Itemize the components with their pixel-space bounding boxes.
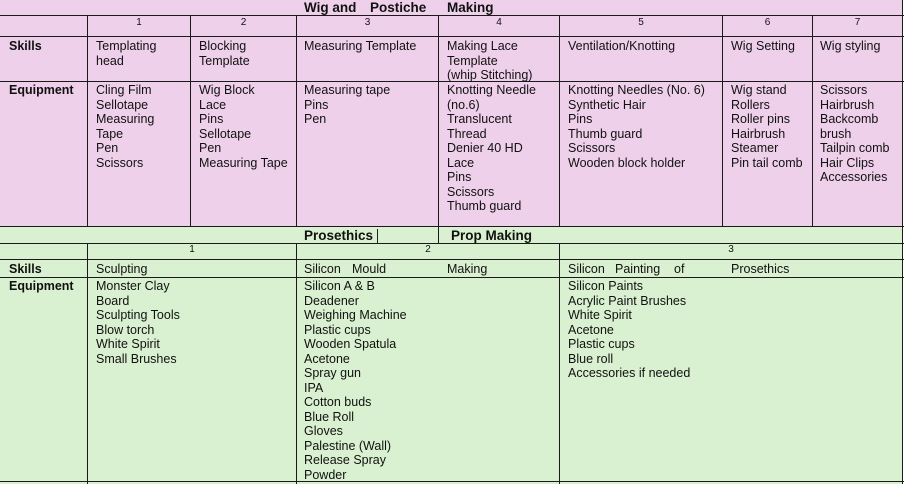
grid-line [722,15,723,226]
skill-word: Painting [615,262,661,276]
skill-cell: Wig styling [820,39,881,53]
skill-cell: Wig Setting [731,39,795,53]
grid-line [0,226,904,227]
grid-line [87,15,88,226]
skill-cell: Templating head [96,39,157,68]
skill-word: of [674,262,685,276]
text-cursor [377,229,378,243]
column-number: 1 [189,244,195,255]
equipment-cell: Measuring tape Pins Pen [304,83,391,126]
skill-word: Mould [352,262,387,276]
column-number: 1 [136,17,142,28]
wig-title-word: Postiche [370,0,427,15]
grid-line [190,15,191,226]
skill-cell: Ventilation/Knotting [568,39,676,53]
column-number: 3 [364,17,371,28]
column-number: 3 [728,244,734,255]
column-number: 4 [496,17,502,28]
grid-line [559,15,560,226]
skill-word: Silicon [568,262,605,276]
skill-word: Prosethics [731,262,790,276]
grid-line [0,15,904,16]
grid-line [0,277,904,278]
skill-cell: Sculpting [96,262,148,276]
equipment-cell: Monster Clay Board Sculpting Tools Blow torch White Spirit Small Brushes [96,279,180,366]
grid-line [812,15,813,226]
grid-line [296,15,297,226]
row-label-skills: Skills [9,39,42,53]
equipment-cell: Knotting Needles (No. 6) Synthetic Hair Pins Thumb guard Scissors Wooden block holder [568,83,705,170]
row-label-equipment: Equipment [9,279,74,293]
grid-line [559,243,560,484]
prosthetics-title-word: Prosethics [304,228,374,243]
skill-word: Making [447,262,488,276]
grid-line [0,36,904,37]
skill-cell: Measuring Template [304,39,417,53]
row-label-skills: Skills [9,262,42,276]
wig-title-word: Wig and [304,0,357,15]
prosthetics-title-word: Prop Making [451,228,533,243]
equipment-cell: Wig Block Lace Pins Sellotape Pen Measuring Tape [199,83,288,170]
wig-title-word: Making [447,0,494,15]
column-number: 2 [425,244,431,255]
skill-cell: Blocking Template [199,39,250,68]
grid-line [0,481,904,482]
grid-line [438,15,439,243]
row-label-equipment: Equipment [9,83,74,97]
grid-line [296,243,297,484]
column-number: 2 [240,17,247,28]
skill-cell: Making Lace Template (whip Stitching) [447,39,533,82]
equipment-cell: Cling Film Sellotape Measuring Tape Pen Scissors [96,83,155,170]
grid-line [0,259,904,260]
equipment-cell: Knotting Needle (no.6) Translucent Thread Denier 40 HD Lace Pins Scissors Thumb guard [447,83,536,213]
skill-word: Silicon [304,262,341,276]
column-number: 7 [854,17,861,28]
equipment-cell: Wig stand Rollers Roller pins Hairbrush Steamer Pin tail comb [731,83,803,170]
equipment-cell: Silicon Paints Acrylic Paint Brushes White Spirit Acetone Plastic cups Blue roll Accessories if needed [568,279,691,380]
equipment-cell: Scissors Hairbrush Backcomb brush Tailpin comb Hair Clips Accessories [820,83,890,184]
grid-line [902,0,903,484]
column-number: 5 [638,17,644,28]
equipment-cell: Silicon A & B Deadener Weighing Machine Plastic cups Wooden Spatula Acetone Spray gun IPA Cotton buds Blue Roll Gloves Palestine (Wall) Release Spray Powder [304,279,407,482]
grid-line [87,243,88,484]
column-number: 6 [764,17,771,28]
